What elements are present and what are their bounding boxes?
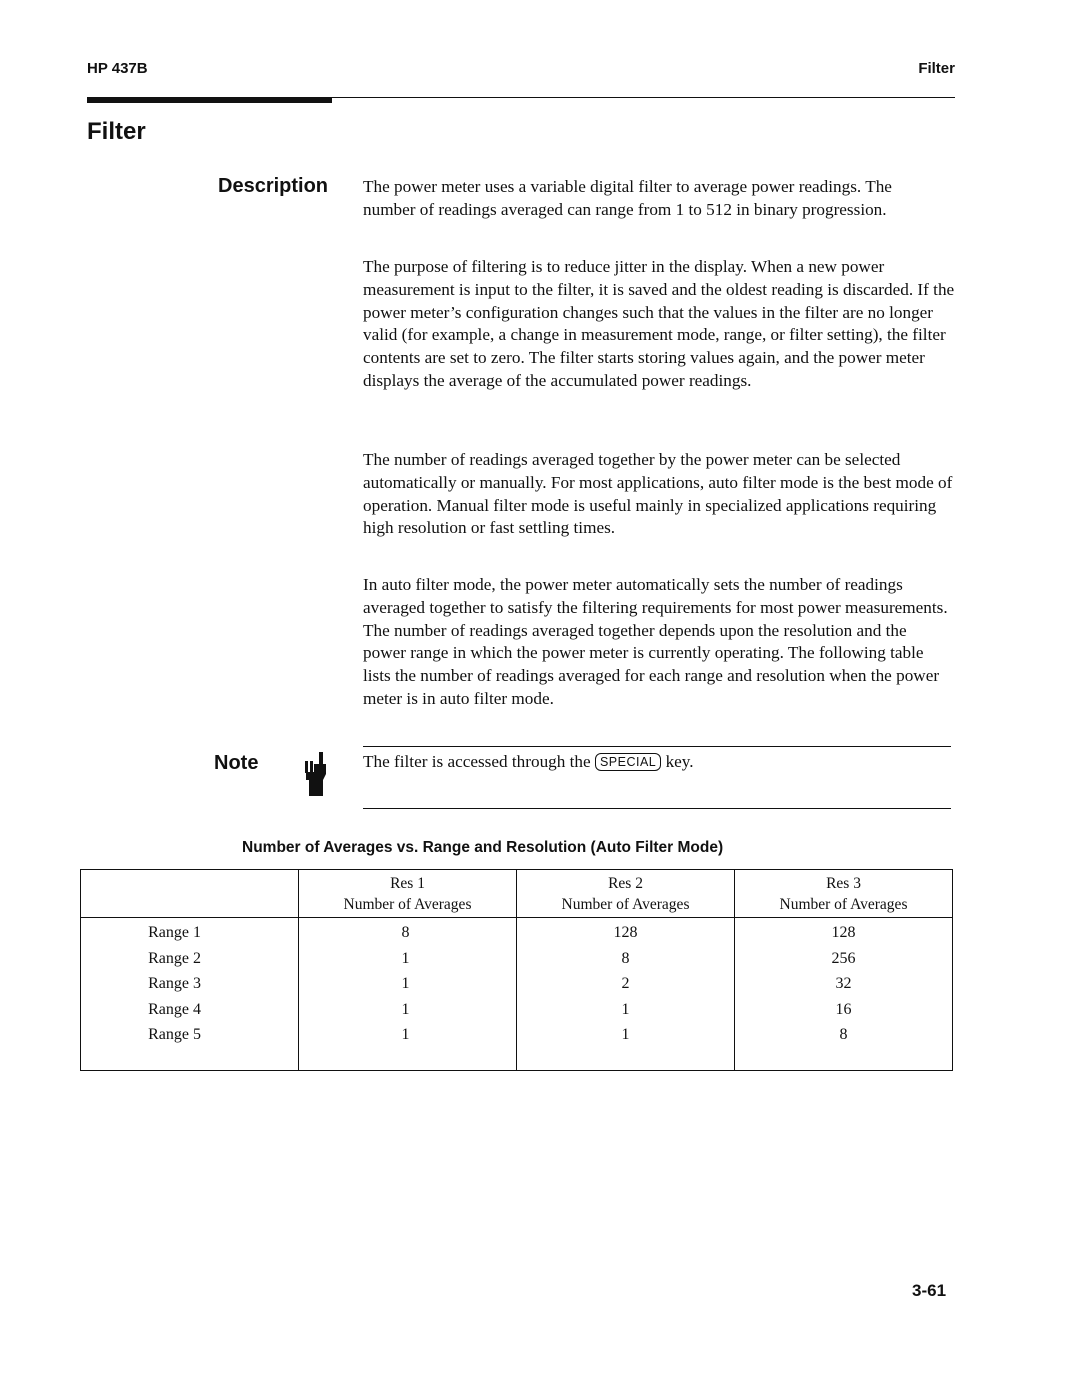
res1-column <box>299 918 517 1071</box>
range-label: Range 1 <box>148 924 201 941</box>
page-title: Filter <box>87 118 146 145</box>
header-empty <box>81 870 299 918</box>
description-paragraph-1 <box>363 176 963 222</box>
header-res-label: Res 2 <box>608 874 643 892</box>
pointing-hand-icon <box>298 752 332 798</box>
table-cell: 1 <box>401 1000 410 1018</box>
paragraph-text: The purpose of filtering is to reduce jitter in the display. When a new power measurement is input to the filter, it is saved and the oldest reading is discarded. If the power meter’s configuration changes such that the values in the filter are no longer valid (for example, a change in measurement mode, range, or filter setting), the filter contents are set to zero. The filter starts storing values again, and the power meter displays the average of the accumulated power readings. <box>363 257 955 390</box>
note-text-after: key. <box>661 752 694 771</box>
averages-table <box>80 869 953 1071</box>
description-paragraph-2 <box>363 256 963 393</box>
table-cell: 1 <box>401 1026 410 1043</box>
description-paragraph-3 <box>363 449 963 540</box>
range-label: Range 2 <box>148 949 201 967</box>
table-cell: 128 <box>613 924 638 941</box>
table-cell: 1 <box>621 1000 630 1018</box>
header-sub-label: Number of Averages <box>343 895 472 913</box>
paragraph-text: In auto filter mode, the power meter automatically sets the number of readings averaged together to satisfy the filtering requirements for most power measurements. The number of readings averaged together depends upon the resolution and the power range in which the power meter is currently operating. The following table lists the number of readings averaged for each range and resolution when the power meter is in auto filter mode. <box>363 575 948 708</box>
range-label: Range 3 <box>148 975 201 992</box>
header-sub-label: Number of Averages <box>561 895 690 913</box>
table-cell: 2 <box>621 975 630 992</box>
range-label: Range 4 <box>148 1000 201 1018</box>
table-cell: 256 <box>831 949 856 967</box>
res2-column <box>517 918 735 1071</box>
table-cell: 1 <box>401 975 410 992</box>
special-key: SPECIAL <box>595 753 661 771</box>
paragraph-text: The power meter uses a variable digital filter to average power readings. The number of readings averaged can range from 1 to 512 in binary progression. <box>363 177 892 219</box>
paragraph-text: The number of readings averaged together by the power meter can be selected automatically or manually. For most applications, auto filter mode is the best mode of operation. Manual filter mode is useful mainly in specialized applications requiring high resolution or fast settling times. <box>363 450 953 538</box>
range-label: Range 5 <box>148 1026 201 1043</box>
header-res1 <box>299 870 517 918</box>
note-label: Note <box>214 752 259 774</box>
range-column <box>81 918 299 1071</box>
table-cell: 128 <box>831 924 856 941</box>
description-label: Description <box>218 175 329 197</box>
note-rule-bottom <box>363 808 951 809</box>
table-body <box>81 918 953 1071</box>
header-res-label: Res 3 <box>826 874 861 892</box>
table-cell: 8 <box>621 949 630 967</box>
note-rule-top <box>363 746 951 747</box>
note-text <box>363 752 694 772</box>
table-header-row <box>81 870 953 918</box>
header-res-label: Res 1 <box>390 874 425 892</box>
note-text-before: The filter is accessed through the <box>363 752 595 771</box>
table-cell: 1 <box>401 949 410 967</box>
table-cell: 1 <box>621 1026 630 1043</box>
page-number: 3-61 <box>912 1281 947 1300</box>
header-product: HP 437B <box>87 60 148 77</box>
header-sub-label: Number of Averages <box>779 895 908 913</box>
table-cell: 16 <box>835 1000 852 1018</box>
header-res3 <box>735 870 953 918</box>
table-title: Number of Averages vs. Range and Resolution (Auto Filter Mode) <box>242 839 724 856</box>
header-section: Filter <box>918 60 955 77</box>
header-rule-accent <box>87 97 332 103</box>
header-res2 <box>517 870 735 918</box>
res3-column <box>735 918 953 1071</box>
table-cell: 8 <box>401 924 410 941</box>
table-cell: 32 <box>835 975 852 992</box>
description-paragraph-4 <box>363 574 963 711</box>
table-cell: 8 <box>839 1026 848 1043</box>
